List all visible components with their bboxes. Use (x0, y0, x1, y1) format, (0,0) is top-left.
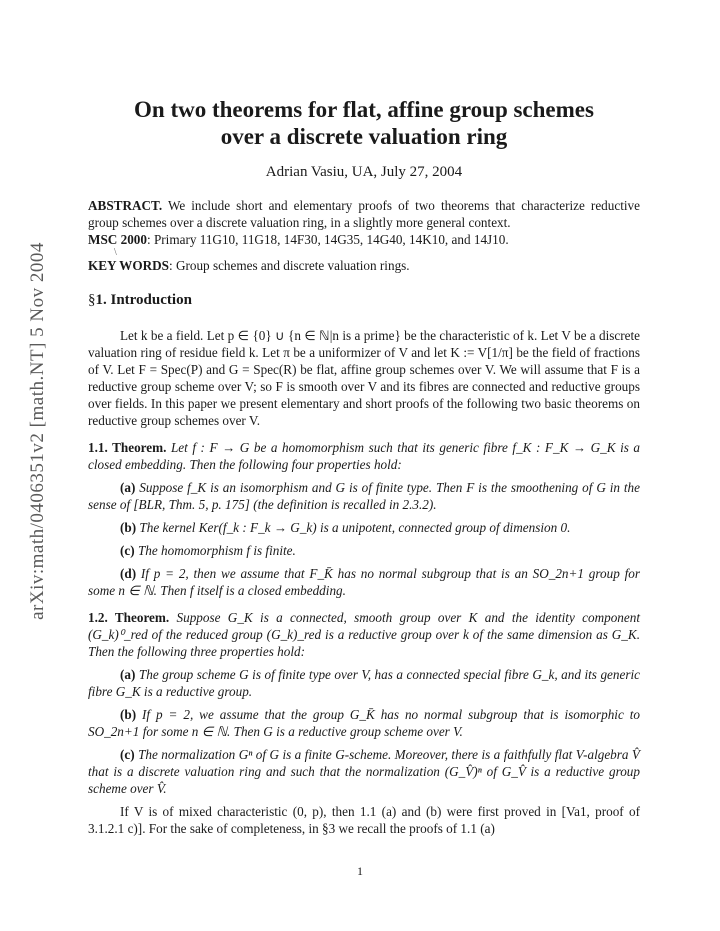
author-line: Adrian Vasiu, UA, July 27, 2004 (265, 164, 463, 180)
closing-paragraph: If V is of mixed characteristic (0, p), then 1.1 (a) and (b) were first proved in [Va1, proof of 3.1.2.1 c)]. For the sake of completeness, in §3 we recall the proofs of 1.1 (a) (88, 804, 640, 836)
intro-paragraph: Let k be a field. Let p ∈ {0} ∪ {n ∈ ℕ|n is a prime} be the characteristic of k. Let V be a discrete valuation ring of residue field k. Let π be a uniformizer of V and let K := V[1/π] be the field of fractions of V. Let F = Spec(P) and G = Spec(R) be flat, affine group schemes over V. We will assume that F is a reductive group scheme over V; so F is smooth over V and its fibres are connected and reductive groups over fields. In this paper we present elementary and short proofs of the following two basic theorems on reductive group schemes over V. (88, 328, 640, 428)
title-line-2: over a discrete valuation ring (220, 124, 508, 149)
page-number: 1 (357, 864, 363, 878)
keywords-text: : Group schemes and discrete valuation rings. (168, 258, 410, 273)
abstract-text: We include short and elementary proofs of two theorems that characterize reductive group schemes over a discrete valuation ring, in a slightly more general context. (88, 198, 640, 230)
theorem-1-2-item-a: (a) The group scheme G is of finite type over V, has a connected special fibre G_k, and its generic fibre G_K is a reductive group. (88, 667, 640, 699)
keywords-paragraph (88, 257, 640, 274)
title-line-1: On two theorems for flat, affine group schemes (134, 97, 594, 122)
arxiv-identifier: arXiv:math/0406351v2 [math.NT] 5 Nov 2004 (27, 242, 49, 620)
theorem-1-2-head: 1.2. Theorem. (88, 610, 170, 625)
section-title: 1. Introduction (95, 292, 192, 308)
theorem-1-2 (88, 609, 640, 660)
theorem-1-1-item-a: (a) Suppose f_K is an isomorphism and G is of finite type. Then F is the smoothening of G in the sense of [BLR, Thm. 5, p. 175] (the definition is recalled in 2.3.2). (88, 480, 640, 512)
arxiv-identifier-stamp (24, 196, 52, 666)
theorem-1-1-item-c: (c) The homomorphism f is finite. (120, 543, 296, 558)
msc-text: : Primary 11G10, 11G18, 14F30, 14G35, 14G40, 14K10, and 14J10. (146, 232, 509, 247)
section-heading (88, 292, 640, 309)
theorem-1-1-text: Let f : F → G be a homomorphism such that its generic fibre f_K : F_K → G_K is a closed embedding. Then the following four properties hold: (88, 440, 641, 472)
msc-label: MSC 2000 (88, 232, 147, 247)
margin-mark: \ (114, 247, 117, 258)
theorem-1-1-head: 1.1. Theorem. (88, 440, 167, 455)
paper-title (88, 96, 640, 150)
theorem-1-1-item-d: (d) If p = 2, then we assume that F_K̄ has no normal subgroup that is an SO_2n+1 group for some n ∈ ℕ. Then f itself is a closed embedding. (88, 566, 640, 598)
keywords-label: KEY WORDS (88, 258, 169, 273)
theorem-1-1 (88, 439, 640, 473)
paper-page (88, 96, 640, 847)
theorem-1-1-item-b: (b) The kernel Ker(f_k : F_k → G_k) is a unipotent, connected group of dimension 0. (120, 520, 571, 535)
theorem-1-2-item-b: (b) If p = 2, we assume that the group G_K̄ has no normal subgroup that is isomorphic to SO_2n+1 for some n ∈ ℕ. Then G is a reductive group scheme over V. (88, 707, 640, 739)
msc-paragraph (88, 231, 640, 248)
abstract-paragraph (88, 197, 640, 231)
abstract-label: ABSTRACT. (88, 198, 163, 213)
theorem-1-2-item-c: (c) The normalization Gⁿ of G is a finite G-scheme. Moreover, there is a faithfully flat V-algebra V̂ that is a discrete valuation ring and such that the normalization (G_V̂)ⁿ of G_V̂ is a reductive group scheme over V̂. (88, 747, 640, 796)
theorem-1-2-text: Suppose G_K is a connected, smooth group over K and the identity component (G_k)⁰_red of the reduced group (G_k)_red is a reductive group over k of the same dimension as G_K. Then the following three properties hold: (88, 610, 640, 659)
section-symbol: § (88, 292, 96, 308)
abstract-block (88, 197, 640, 274)
